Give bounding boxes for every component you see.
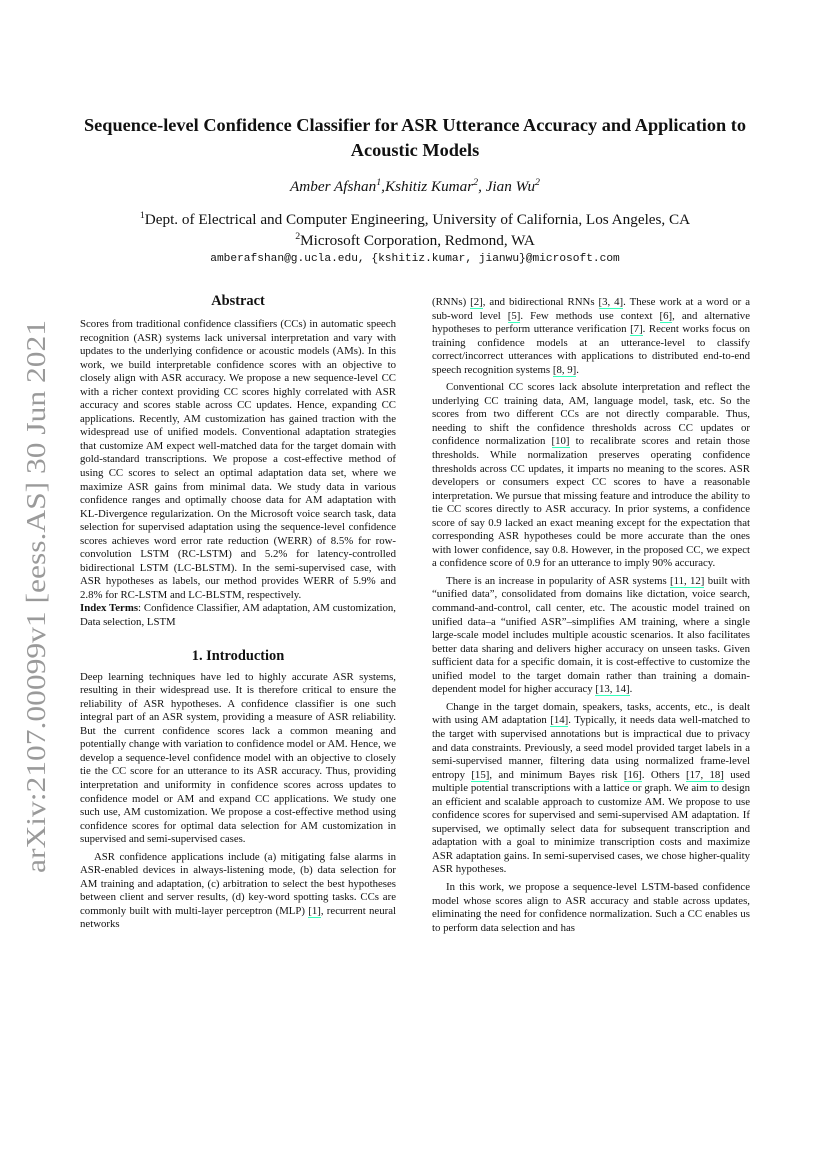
author-name: Kshitiz Kumar [384,178,474,195]
citation-link[interactable]: [17, 18] [686,768,724,781]
citation-link[interactable]: [1] [308,904,321,917]
right-paragraph-3: There is an increase in popularity of ASR systems [11, 12] built with “unified data”, consolidated from domains like dictation, voice search, command-and-control, call center, etc. The acoustic model trained on unified data–a “unified ASR”–simplifies AM training, where a single large-scale model includes multiple acoustic scenarios. It also facilitates better data sharing and delivers higher accuracy on unseen tasks. Given sufficient data for a specific domain, it is cost-effective to customize the unified model to the target domain rather than training a domain-dependent model for higher accuracy [13, 14]. [432,574,750,696]
right-paragraph-2: Conventional CC scores lack absolute interpretation and reflect the underlying CC training data, AM, language model, task, etc. So the scores from two different CCs are not directly comparable. Thus, needing to shift the confidence thresholds across CC updates or confidence normalization [10] to recalibrate scores and retain those thresholds. While normalization preserves operating confidence thresholds across CC updates, it imparts no meaning to the scores. ASR developers or consumers expect CC scores to have a reasonable interpretation. We pursue that missing feature and introduce the ability to tie CC scores directly to ASR accuracy. In prior systems, a confidence score of say 0.9 lacked an exact meaning except for the expectation that corresponding ASR hypotheses could be more accurate than the ones with lower confidence, say 0.8. However, in the proposed CC, we expect a confidence score of 0.9 for an utterance to imply 90% accuracy. [432,381,750,570]
author-affil-mark: 2 [473,176,479,188]
citation-link[interactable]: [14] [550,714,569,727]
abstract-heading: Abstract [211,293,265,309]
arxiv-stamp [14,318,54,873]
paper-title: Sequence-level Confidence Classifier for ASR Utterance Accuracy and Application to Acoustic Models [84,115,746,160]
index-terms-text: : Confidence Classifier, AM adaptation, AM customization, Data selection, LSTM [80,602,396,629]
citation-link[interactable]: [16] [623,768,642,781]
author-emails: amberafshan@g.ucla.edu, {kshitiz.kumar, jianwu}@microsoft.com [210,253,620,265]
right-paragraph-4: Change in the target domain, speakers, tasks, accents, etc., is dealt with using AM adaptation [14]. Typically, it needs data well-matched to the target with supervised annotations but is impractical due to privacy and data constraints. Previously, a seed model provided target labels in a semi-supervised manner, filtering data using normalized frame-level entropy [15], and minimum Bayes risk [16]. Others [17, 18] used multiple potential transcriptions with a lattice or graph. We aim to design an efficient and scalable approach to customize AM. We propose to use confidence scores for supervised and semi-supervised AM adaptation. If supervised, we optimally select data for subsequent transcription and adaptation with a goal to minimize transcription costs and maximize ASR adaptation gains. In semi-supervised cases, we chose higher-quality ASR hypotheses. [432,700,751,876]
arxiv-stamp-text: arXiv:2107.00099v1 [eess.AS] 30 Jun 2021 [20,390,51,873]
citation-link[interactable]: [7] [630,323,643,336]
right-paragraph-1: (RNNs) [2], and bidirectional RNNs [3, 4]. These work at a word or a sub-word level [5]. Few methods use context [6], and alternative hypotheses to perform utterance verification [7]. Recent works focus on training confidence models at an utterance-level to classify correct/incorrect utterances with applications to distributed end-to-end speech recognition systems [8, 9]. [432,296,751,376]
right-column [432,296,750,935]
abstract-text: Scores from traditional confidence classifiers (CCs) in automatic speech recognition (ASR) systems lack universal interpretation and vary with updates to the underlying confidence or acoustic models (AMs). In this work, we build interpretable confidence scores with an objective to closely align with ASR accuracy. We propose a new sequence-level CC with a richer context providing CC scores highly correlated with ASR accuracy and scores stable across CC updates. Hence, expanding CC applications. Recently, AM customization has gained traction with the widespread use of unified models. Conventional adaptation strategies that customize AM expect well-matched data for the target domain with gold-standard transcriptions. We propose a cost-effective method of using CC scores to select an optimal adaptation data set, where we maximize ASR gains from minimal data. We study data in various confidence ranges and optimally choose data for AM adaptation with KL-Divergence regularization. On the Microsoft voice search task, data selection for supervised adaptation using the sequence-level confidence scores achieves word error rate reduction (WERR) of 8.5% for row-convolution LSTM (RC-LSTM) and 5.2% for latency-controlled bidirectional LSTM (LC-BLSTM). In the semi-supervised case, with ASR hypotheses as labels, our method provides WERR of 5.9% and 2.8% for RC-LSTM and LC-BLSTM, respectively. [80,318,396,601]
citation-link[interactable]: [10] [551,435,570,448]
citation-link[interactable]: [15] [471,768,490,781]
section-heading-introduction: 1. Introduction [191,647,285,664]
intro-paragraph-2: ASR confidence applications include (a) mitigating false alarms in ASR-enabled devices in always-listening mode, (b) data selection for AM training and adaptation, (c) arbitration to select the best hypotheses between client and server results, (d) key-word spotting tasks. CCs are commonly built with multi-layer perceptron (MLP) [1], recurrent neural networks [80,850,396,931]
author-name: Amber Afshan [290,178,377,195]
right-paragraph-5: In this work, we propose a sequence-level LSTM-based confidence model whose scores align to ASR accuracy and stable across updates, eliminating the need for confidence normalization. Such a CC enables us to perform data selection and has [432,880,750,934]
author-list: Amber Afshan$^1$,Kshitiz Kumar$^2$, Jian Wu$^2$ [290,176,540,195]
citation-link[interactable]: [11, 12] [670,574,705,587]
affiliation-2: $^2$Microsoft Corporation, Redmond, WA [295,230,535,249]
citation-link[interactable]: [6] [659,309,673,322]
author-name: Jian Wu [485,178,536,195]
arxiv-stamp-svg [14,318,54,873]
affiliation-1: $^1$Dept. of Electrical and Computer Engineering, University of California, Los Angeles, CA [139,209,691,228]
affiliations [80,209,750,251]
author-affil-mark: 2 [535,176,540,188]
citation-link[interactable]: [8, 9] [552,363,577,376]
index-terms-label: Index Terms [80,602,139,615]
citation-link[interactable]: [13, 14] [595,683,630,696]
intro-paragraph-1: Deep learning techniques have led to highly accurate ASR systems, resulting in their widespread use. It is therefore critical to ensure the reliability of ASR hypotheses. A confidence classifier is one such integral part of an ASR system, providing a measure of ASR reliability. But the current confidence scores lack a common meaning and potentially change with variation to confidence model or AM. Hence, we develop a sequence-level confidence model with an objective to closely tie the CC score for an utterance to its ASR accuracy. Thus, providing interpretation and uniformity in confidence scores across updates to confidence model or AM and expand CC applications. We study one such use, AM customization. We propose a cost-effective method using confidence scores for optimal data selection for AM customization in supervised and semi-supervised cases. [80,670,396,846]
citation-link[interactable]: [2] [470,296,483,308]
index-terms [80,602,396,629]
left-column [80,292,396,932]
citation-link[interactable]: [5] [507,309,521,322]
citation-link[interactable]: [3, 4] [598,296,624,308]
author-affil-mark: 1 [376,176,382,188]
